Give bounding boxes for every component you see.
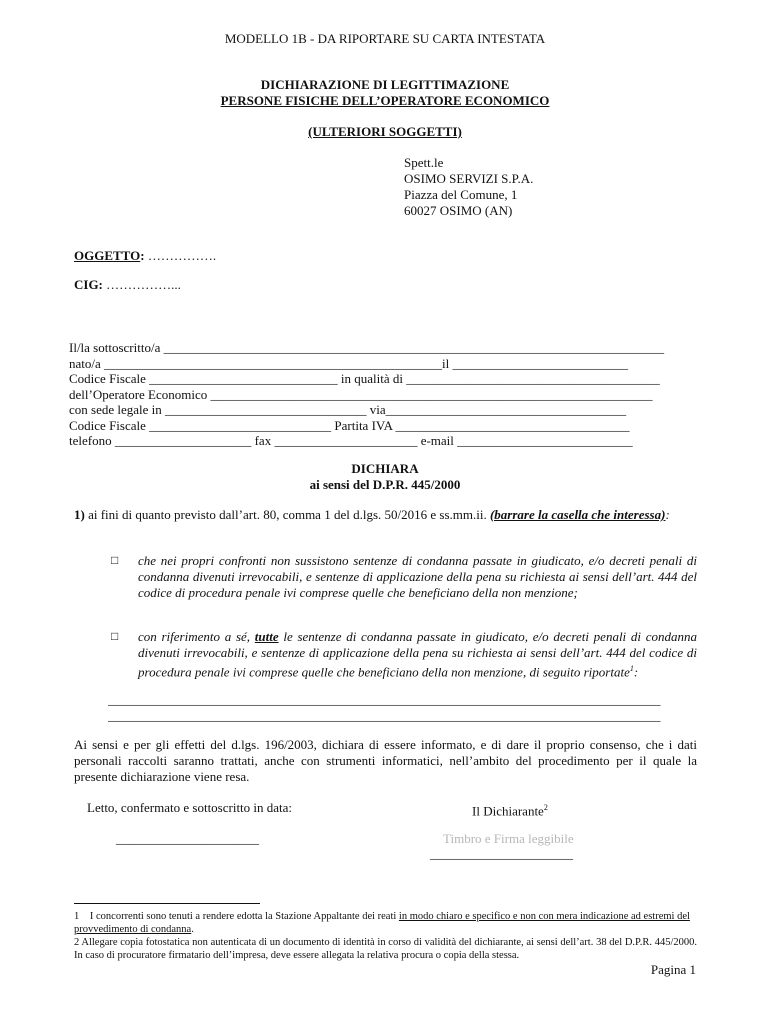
convictions-blank-lines[interactable] — [108, 692, 696, 724]
signature-date-line[interactable]: ______________________ — [116, 831, 259, 846]
privacy-statement: Ai sensi e per gli effetti del d.lgs. 196/2003, dichiara di essere informato, e di dare il proprio consenso, che i dati personali raccolti saranno trattati, anche con strumenti informatici, nell’ambito del procedimento per il quale la presente dichiarazione viene resa. — [74, 737, 697, 784]
oggetto-value: ……………. — [147, 248, 217, 263]
form-line-nato[interactable]: nato/a ____________________________________________________il ___________________________ — [69, 355, 628, 371]
footnote-ref-2: 2 — [543, 803, 548, 812]
form-line-operatore[interactable]: dell’Operatore Economico ____________________________________________________________________ — [69, 386, 653, 402]
footnote-2-text: Allegare copia fotostatica non autenticata di un documento di identità in corso di validità del dichiarante, ai sensi dell’art. 38 del D.P.R. 445/2000. In caso di procuratore firmatario dell’impresa, deve essere allegata la relativa procura o copia della stessa. — [74, 937, 697, 961]
form-line-sottoscritto[interactable]: Il/la sottoscritto/a _____________________________________________________________________________ — [69, 340, 665, 355]
point-1 — [74, 507, 697, 523]
footnote-1-end: . — [191, 924, 194, 935]
recipient-city: 60027 OSIMO (AN) — [404, 203, 513, 218]
recipient-line: Spett.le — [404, 155, 444, 170]
signature-line[interactable]: ______________________ — [430, 846, 573, 861]
checkbox-option-1[interactable]: □ — [111, 553, 119, 567]
option-2-text-before: con riferimento a sé, — [138, 629, 255, 644]
option-1-text: che nei propri confronti non sussistono sentenze di condanna passate in giudicato, e/o decreti penali di condanna divenuti irrevocabili, e sentenze di applicazione della pena su richiesta ai sensi dell’art. 444 del codice di procedura penale ivi comprese quelle che beneficiano della non menzione; — [138, 553, 697, 600]
personal-data-form — [69, 340, 699, 449]
option-2-text-end: : — [633, 664, 639, 680]
oggetto-colon: : — [140, 248, 145, 263]
doc-subtitle: (ULTERIORI SOGGETTI) — [308, 124, 462, 139]
dichiarante-text: Il Dichiarante — [472, 803, 544, 819]
checkbox-option-2[interactable]: □ — [111, 629, 119, 643]
page-number: Pagina 1 — [650, 962, 696, 977]
recipient-street: Piazza del Comune, 1 — [404, 187, 518, 202]
cig-row — [74, 277, 181, 293]
doc-title-line2: PERSONE FISICHE DELL’OPERATORE ECONOMICO — [220, 93, 550, 108]
blank-line[interactable]: _____________________________________________________________________________________ — [108, 692, 661, 707]
cig-value: ……………... — [106, 277, 181, 292]
recipient-company: OSIMO SERVIZI S.P.A. — [404, 171, 534, 186]
doc-title: DICHIARAZIONE DI LEGITTIMAZIONE — [260, 77, 510, 92]
footnote-1-emphasis: in modo chiaro e specifico e non con mera indicazione ad estremi del provvedimento di condanna — [74, 911, 690, 935]
blank-line[interactable]: _____________________________________________________________________________________ — [108, 708, 661, 723]
signature-date-label: Letto, confermato e sottoscritto in data: — [87, 800, 293, 815]
footnote-1 — [74, 910, 697, 936]
modello-label: MODELLO 1B - DA RIPORTARE SU CARTA INTESTATA — [224, 31, 546, 46]
form-line-sede[interactable]: con sede legale in _______________________________ via_____________________________________ — [69, 402, 627, 417]
oggetto-row — [74, 248, 216, 264]
dichiara-title: DICHIARA — [351, 461, 419, 476]
point-1-instruction-end: : — [665, 507, 670, 522]
footnote-ref-1: 1 — [629, 664, 634, 673]
footnote-1-text: I concorrenti sono tenuti a rendere edotta la Stazione Appaltante dei reati — [89, 911, 399, 922]
point-1-number: 1) — [74, 507, 85, 522]
timbro-placeholder: Timbro e Firma leggibile — [443, 831, 574, 846]
oggetto-label: OGGETTO — [74, 248, 141, 263]
point-1-instruction: (barrare la casella che interessa) — [489, 507, 666, 522]
option-2-text-after: le sentenze di condanna passate in giudicato, e/o decreti penali di condanna divenuti irrevocabili, e sentenze di applicazione della pena su richiesta ai sensi dell’art. 444 del codice di procedura penale ivi comprese quelle che beneficiano della non menzione, di seguito riportate — [138, 629, 698, 680]
footnote-2 — [74, 936, 697, 962]
point-1-text: ai fini di quanto previsto dall’art. 80, comma 1 del d.lgs. 50/2016 e ss.mm.ii. — [84, 507, 490, 522]
form-line-codice-fiscale[interactable]: Codice Fiscale _____________________________ in qualità di _______________________________________ — [69, 371, 660, 386]
form-line-partita-iva[interactable]: Codice Fiscale ____________________________ Partita IVA ____________________________________ — [69, 417, 630, 433]
option-2-emphasis: tutte — [254, 629, 279, 644]
dichiara-subtitle: ai sensi del D.P.R. 445/2000 — [309, 477, 461, 492]
form-line-contatti[interactable]: telefono _____________________ fax ______________________ e-mail ___________________________ — [69, 433, 633, 448]
footnote-2-number: 2 — [74, 937, 80, 948]
footnote-1-number: 1 — [74, 911, 80, 922]
cig-label: CIG: — [74, 277, 103, 292]
footnote-separator — [74, 903, 260, 904]
dichiarante-label — [472, 800, 548, 819]
recipient-address — [404, 155, 533, 219]
option-2-text — [138, 629, 697, 680]
